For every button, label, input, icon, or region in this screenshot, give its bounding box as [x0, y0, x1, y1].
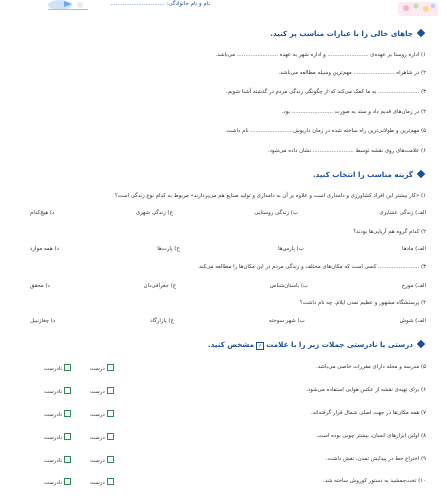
decorative-graphic-left — [46, 0, 94, 16]
true-option[interactable]: درست — [90, 364, 114, 372]
checkbox-icon[interactable] — [107, 410, 114, 417]
mc-option[interactable]: الف) مادها — [402, 246, 426, 252]
false-option[interactable]: نادرست — [44, 364, 71, 372]
mc-option[interactable]: الف) زندگی عشایری — [379, 210, 426, 216]
fill-blank-item: ۲) در شاهراه ........................ مهم‌ترین وسیله مطالعه می‌باشد. — [278, 70, 426, 76]
true-option[interactable]: درست — [90, 410, 114, 418]
student-name-field: نام و نام خانوادگی: ............................... — [110, 1, 210, 7]
false-option[interactable]: نادرست — [44, 478, 71, 486]
mc-option[interactable]: ب) پارس‌ها — [278, 246, 304, 252]
mc-question: ۴) پرستشگاه مشهور و عظیم تمدن ایلام، چه نام داشت؟ — [299, 300, 426, 306]
decorative-graphic-right — [396, 0, 442, 20]
checkbox-icon[interactable] — [107, 364, 114, 371]
mc-option[interactable]: ب) باستان‌شناس — [269, 283, 309, 289]
mc-option[interactable]: د) چغازنبیل — [30, 318, 56, 324]
fill-blank-item: ۱) اداره روستا بر عهده‌ی ........................ و اداره شهر به عهده ........................ می‌باشد. — [215, 52, 426, 58]
false-option[interactable]: نادرست — [44, 433, 71, 441]
true-option[interactable]: درست — [90, 433, 114, 441]
checkbox-icon[interactable] — [64, 364, 71, 371]
checkbox-icon[interactable] — [64, 456, 71, 463]
mc-option[interactable]: د) هیچ‌کدام — [30, 210, 55, 216]
false-option[interactable]: نادرست — [44, 456, 71, 464]
false-option[interactable]: نادرست — [44, 387, 71, 395]
mc-option[interactable]: ب) شهر سوخته — [268, 318, 305, 324]
false-option[interactable]: نادرست — [44, 410, 71, 418]
true-option[interactable]: درست — [90, 478, 114, 486]
checkbox-icon[interactable] — [107, 456, 114, 463]
diamond-bullet-icon — [417, 29, 425, 37]
checkmark-icon: ✓ — [257, 343, 263, 349]
mc-options — [30, 318, 426, 324]
page-header — [0, 0, 446, 20]
fill-blank-item: ۶) علامت‌های روی نقشه توسط ........................ نشان داده می‌شود. — [267, 148, 426, 154]
mc-question: ۲) کدام گروه هم آریایی‌ها بودند؟ — [353, 229, 426, 235]
fill-blank-item: ۳) ........................ به ما کمک می‌کند که از چگونگی زندگی مردم در گذشته آشنا شویم. — [226, 89, 426, 95]
checkbox-icon[interactable] — [107, 433, 114, 440]
mc-option[interactable]: الف) شوش — [399, 318, 426, 324]
section-true-false-title: درستی یا نادرستی جملات زیر را با علامت✓مشخص کنید. — [208, 340, 424, 350]
checkbox-icon[interactable] — [64, 433, 71, 440]
true-option[interactable]: درست — [90, 456, 114, 464]
true-false-statement: ۱۰) تخت‌جمشید به دستور کوروش ساخته شد. — [323, 478, 426, 484]
true-false-statement: ۹) اختراع خط در پیدایش تمدن، نقش داشت. — [325, 456, 426, 462]
mc-question: ۱) «کار بیشتر این افراد کشاورزی و دامداری است و علاوه بر آن به دامداری و تولید صنایع هم می‌پردازند» مربوط به کدام نوع زندگی است؟ — [114, 193, 426, 199]
mc-option[interactable]: د) محقق — [30, 283, 50, 289]
checkbox-icon[interactable] — [64, 410, 71, 417]
true-false-statement: ۵) مدرسه و محله دارای مقررات خاصی می‌باشد. — [316, 364, 426, 370]
mc-option[interactable]: د) همه موارد — [30, 246, 59, 252]
mc-option[interactable]: ج) زندگی شهری — [135, 210, 174, 216]
mc-option[interactable]: ج) پارت‌ها — [157, 246, 180, 252]
mc-option[interactable]: ج) پازارگاد — [150, 318, 174, 324]
fill-blank-item: ۴) در زمان‌های قدیم داد و ستد به صورت ........................ بود. — [281, 109, 426, 115]
mc-option[interactable]: ج) جغرافی‌دان — [143, 283, 177, 289]
mc-options — [30, 283, 426, 289]
fill-blank-item: ۵) مهم‌ترین و طولانی‌ترین راه ساخته شده در زمان داریوش ........................ نام داشت. — [224, 128, 426, 134]
mc-options — [30, 210, 426, 216]
mc-option[interactable]: الف) مورخ — [401, 283, 426, 289]
mc-options — [30, 246, 426, 252]
mc-question: ۳) ........................ کسی است که مکان‌های مختلف و زندگی مردم در این مکان‌ها را مطالعه می‌کند. — [197, 264, 426, 270]
true-false-statement: ۷) همه مکان‌ها در جهت اصلی شمال قرار گرفته‌اند. — [310, 410, 426, 416]
diamond-bullet-icon — [417, 340, 425, 348]
checkbox-icon[interactable] — [107, 387, 114, 394]
diamond-bullet-icon — [417, 170, 425, 178]
section-multiple-choice-title: گزینه مناسب را انتخاب کنید. — [313, 170, 424, 179]
checkbox-icon[interactable] — [64, 478, 71, 485]
true-false-statement: ۶) برای تهیه‌ی نقشه از عکس هوایی استفاده می‌شود. — [306, 387, 426, 393]
mc-option[interactable]: ب) زندگی روستایی — [254, 210, 298, 216]
section-fill-blanks-title: جاهای خالی را با عبارات مناسب پر کنید. — [270, 29, 424, 38]
true-option[interactable]: درست — [90, 387, 114, 395]
checkbox-icon[interactable] — [64, 387, 71, 394]
checkbox-icon[interactable] — [107, 478, 114, 485]
true-false-statement: ۸) اولین ابزارهای انسان، بیشتر چوبی بوده است. — [316, 433, 426, 439]
